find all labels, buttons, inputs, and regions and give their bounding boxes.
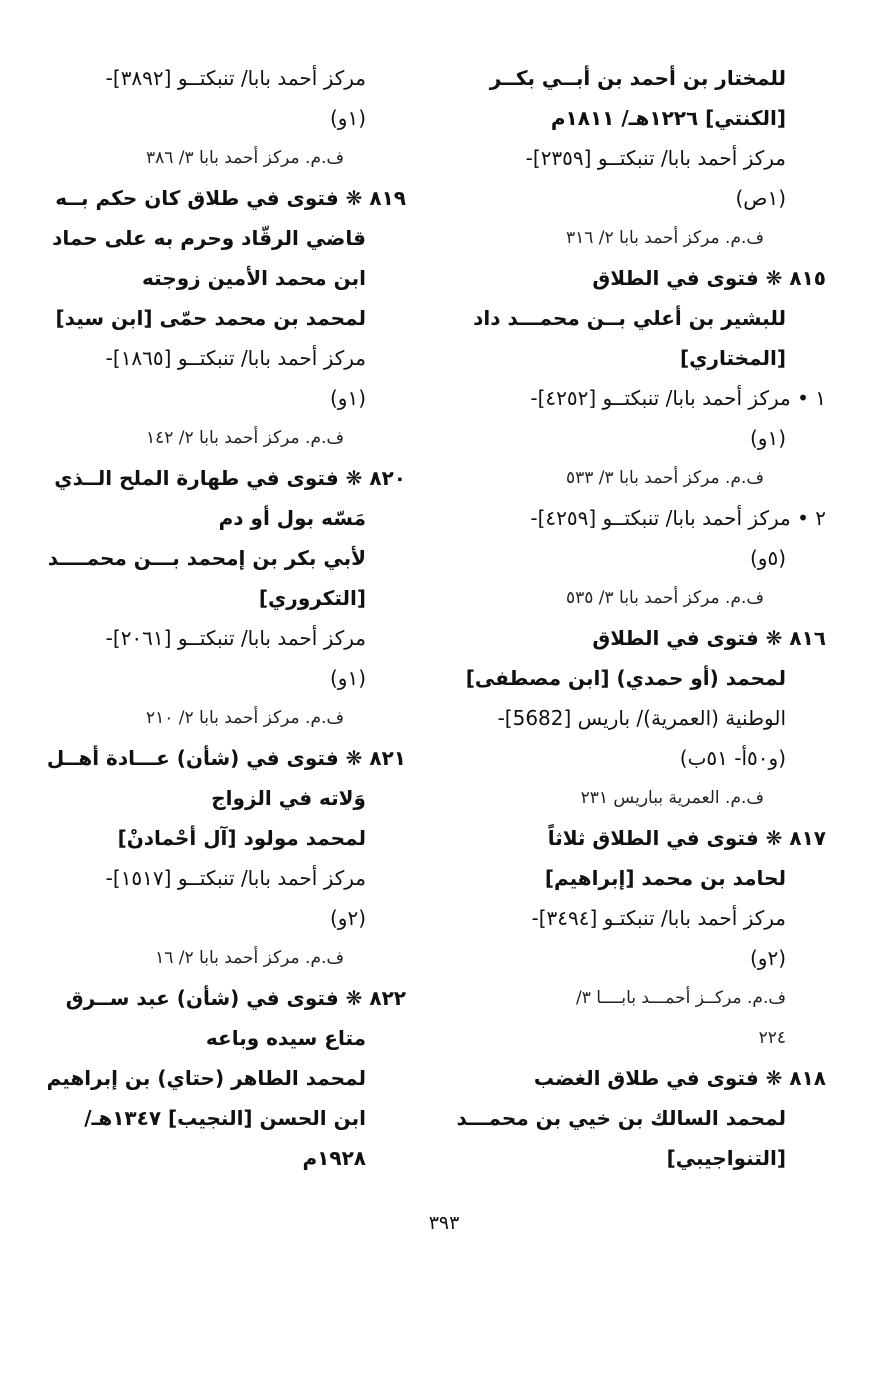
text-line: ف.م. مركــز أحمـــد بابــــا ٣/ [575,988,786,1008]
text-line: (١و) [329,666,366,690]
right-column [456,58,826,1178]
text-line: للمختار بن أحمد بن أبــي بكــر [489,66,786,90]
text-line: لمحمد الطاهر (حتاي) بن إبراهيم [46,1066,366,1090]
text-line: [التكروري] [258,586,366,610]
text-line: ٨٢١ ❋ فتوى في (شأن) عـــادة أهــل [46,746,406,770]
text-line: ف.م. مركز أحمد بابا ٢/ ٣١٦ [565,228,764,248]
text-line: مركز أحمد بابا/ تنبكتــو [٣٨٩٢]- [105,66,366,90]
text-line: لحامد بن محمد [إبراهيم] [544,866,786,890]
text-line: ف.م. العمرية بباريس ٢٣١ [580,788,764,808]
text-line: ٨٢٠ ❋ فتوى في طهارة الملح الــذي [54,466,406,490]
text-line: ١ • مركز أحمد بابا/ تنبكتــو [٤٢٥٢]- [530,386,826,410]
text-line: مركز أحمد بابا/ تنبكتــو [١٥١٧]- [105,866,366,890]
text-line: ابن الحسن [النجيب] ١٣٤٧هـ/ [84,1106,366,1130]
text-line: ٢ • مركز أحمد بابا/ تنبكتــو [٤٢٥٩]- [530,506,826,530]
text-line: مركز أحمد بابا/ تنبكتـو [٣٤٩٤]- [531,906,786,930]
text-line: لمحمد بن محمد حمّى [ابن سيد] [55,306,366,330]
text-line: ٨١٨ ❋ فتوى في طلاق الغضب [533,1066,826,1090]
text-line: (١و) [749,426,786,450]
text-line: وَلاته في الزواج [211,786,366,810]
page-number: ٣٩٣ [428,1212,460,1234]
text-line: (٥و) [749,546,786,570]
text-line: ف.م. مركز أحمد بابا ٣/ ٥٣٥ [565,588,764,608]
text-line: لمحمد السالك بن خيي بن محمـــد [456,1106,786,1130]
text-line: الوطنية (العمرية)/ باريس [5682]- [497,706,786,730]
text-line: ١٩٢٨م [302,1146,366,1170]
text-line: ف.م. مركز أحمد بابا ٣/ ٥٣٣ [565,468,764,488]
text-line: ٨١٥ ❋ فتوى في الطلاق [592,266,826,290]
text-line: لمحمد (أو حمدي) [ابن مصطفى] [465,666,786,690]
text-line: ف.م. مركز أحمد بابا ٢/ ٢١٠ [145,708,344,728]
text-line: لمحمد مولود [آل أحْمادنْ] [117,826,366,850]
text-line: ٨٢٢ ❋ فتوى في (شأن) عبد ســرق [65,986,406,1010]
text-line: قاضي الرقّاد وحرم به على حماد [52,226,366,250]
text-line: مركز أحمد بابا/ تنبكتــو [٢٣٥٩]- [525,146,786,170]
text-line: [الكنتي] ١٢٢٦هـ/ ١٨١١م [550,106,786,130]
text-line: ٨١٧ ❋ فتوى في الطلاق ثلاثاً [547,826,826,850]
text-line: ٢٢٤ [758,1028,786,1048]
text-line: (١ص) [735,186,786,210]
text-line: مَسّه بول أو دم [218,506,366,530]
text-line: (١و) [329,106,366,130]
text-line: ف.م. مركز أحمد بابا ٢/ ١٦ [155,948,344,968]
text-line: [المختاري] [680,346,786,370]
text-line: لأبي بكر بن إمحمد بـــن محمــــد [47,546,366,570]
text-line: ف.م. مركز أحمد بابا ٣/ ٣٨٦ [145,148,344,168]
text-line: [التنواجيبي] [666,1146,786,1170]
text-line: ٨١٦ ❋ فتوى في الطلاق [592,626,826,650]
text-line: (٢و) [329,906,366,930]
text-line: مركز أحمد بابا/ تنبكتــو [٢٠٦١]- [105,626,366,650]
left-column [36,58,406,1178]
text-line: ابن محمد الأمين زوجته [142,266,366,290]
text-line: ف.م. مركز أحمد بابا ٢/ ١٤٢ [145,428,344,448]
text-line: متاع سيده وباعه [205,1026,366,1050]
text-line: مركز أحمد بابا/ تنبكتــو [١٨٦٥]- [105,346,366,370]
text-line: (١و) [329,386,366,410]
text-line: (و٥٠أ- ٥١ب) [679,746,786,770]
text-line: (٢و) [749,946,786,970]
text-line: للبشير بن أعلي بــن محمـــد داد [473,306,786,330]
text-line: ٨١٩ ❋ فتوى في طلاق كان حكم بــه [55,186,406,210]
